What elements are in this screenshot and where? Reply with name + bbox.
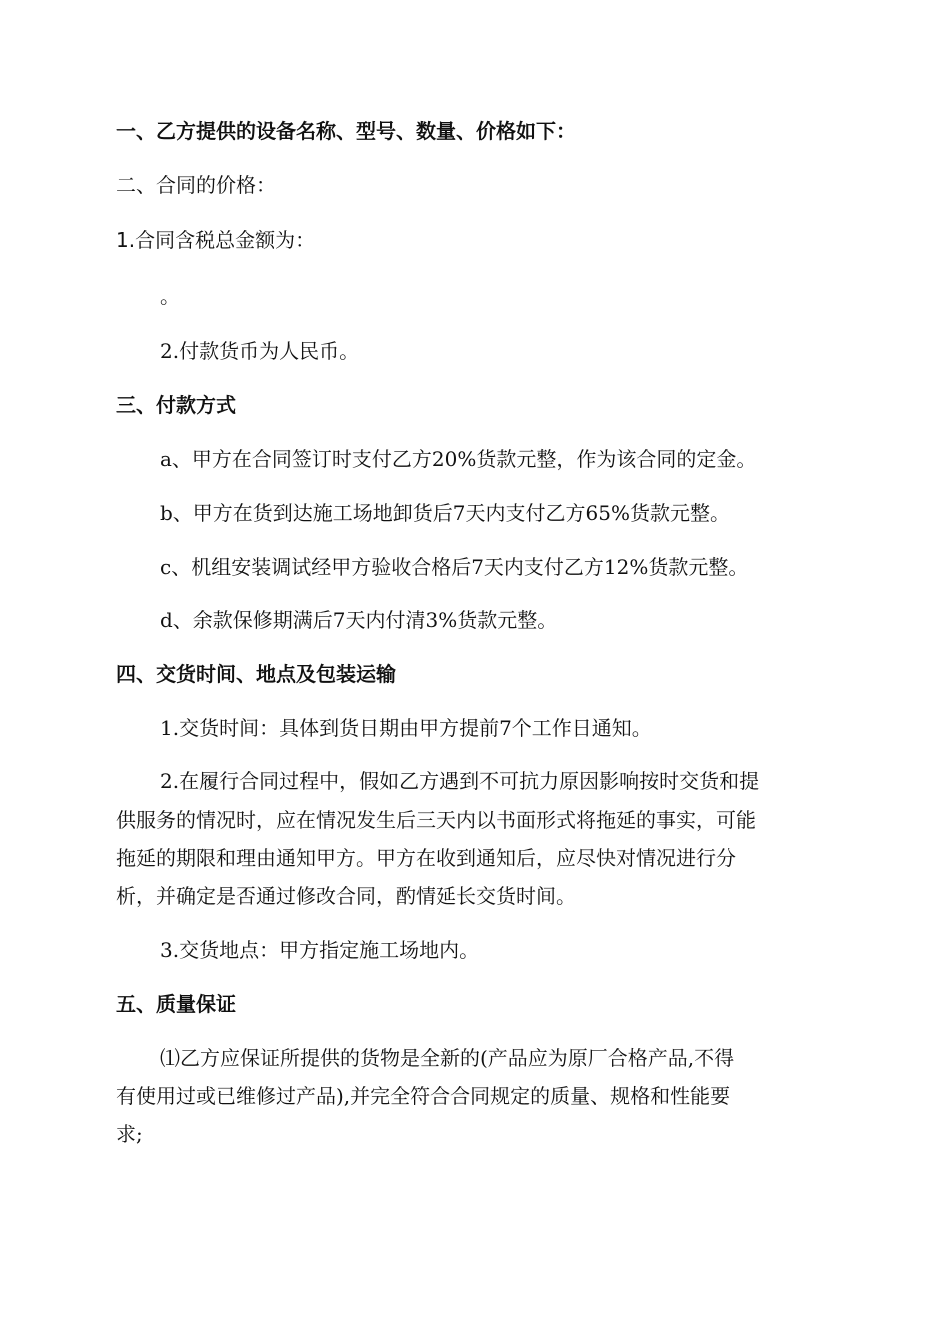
contract-total-label: 1.合同含税总金额为： bbox=[116, 228, 316, 252]
section-heading-1: 一、乙方提供的设备名称、型号、数量、价格如下： bbox=[116, 119, 576, 143]
section-heading-3: 三、付款方式 bbox=[116, 393, 236, 417]
contract-total-value: 。 bbox=[160, 284, 180, 308]
section-heading-2: 二、合同的价格： bbox=[116, 173, 276, 197]
quality-clause-line-1: ⑴乙方应保证所提供的货物是全新的(产品应为原厂合格产品,不得 bbox=[160, 1046, 735, 1070]
quality-clause-line-2: 有使用过或已维修过产品),并完全符合合同规定的质量、规格和性能要 bbox=[116, 1084, 731, 1108]
section-heading-4: 四、交货时间、地点及包装运输 bbox=[116, 662, 396, 686]
payment-currency: 2.付款货币为人民币。 bbox=[160, 339, 360, 363]
payment-item-d: d、余款保修期满后7天内付清3%货款元整。 bbox=[160, 608, 558, 632]
section-heading-5: 五、质量保证 bbox=[116, 992, 236, 1016]
payment-item-b: b、甲方在货到达施工场地卸货后7天内支付乙方65%货款元整。 bbox=[160, 501, 730, 525]
delivery-location: 3.交货地点：甲方指定施工场地内。 bbox=[160, 938, 480, 962]
payment-item-a: a、甲方在合同签订时支付乙方20%货款元整，作为该合同的定金。 bbox=[160, 447, 757, 471]
quality-clause-line-3: 求; bbox=[116, 1122, 143, 1146]
force-majeure-line-1: 2.在履行合同过程中，假如乙方遇到不可抗力原因影响按时交货和提 bbox=[160, 769, 760, 793]
payment-item-c: c、机组安装调试经甲方验收合格后7天内支付乙方12%货款元整。 bbox=[160, 555, 749, 579]
force-majeure-line-4: 析，并确定是否通过修改合同，酌情延长交货时间。 bbox=[116, 884, 576, 908]
force-majeure-line-2: 供服务的情况时，应在情况发生后三天内以书面形式将拖延的事实，可能 bbox=[116, 808, 756, 832]
delivery-time: 1.交货时间：具体到货日期由甲方提前7个工作日通知。 bbox=[160, 716, 652, 740]
force-majeure-line-3: 拖延的期限和理由通知甲方。甲方在收到通知后，应尽快对情况进行分 bbox=[116, 846, 736, 870]
